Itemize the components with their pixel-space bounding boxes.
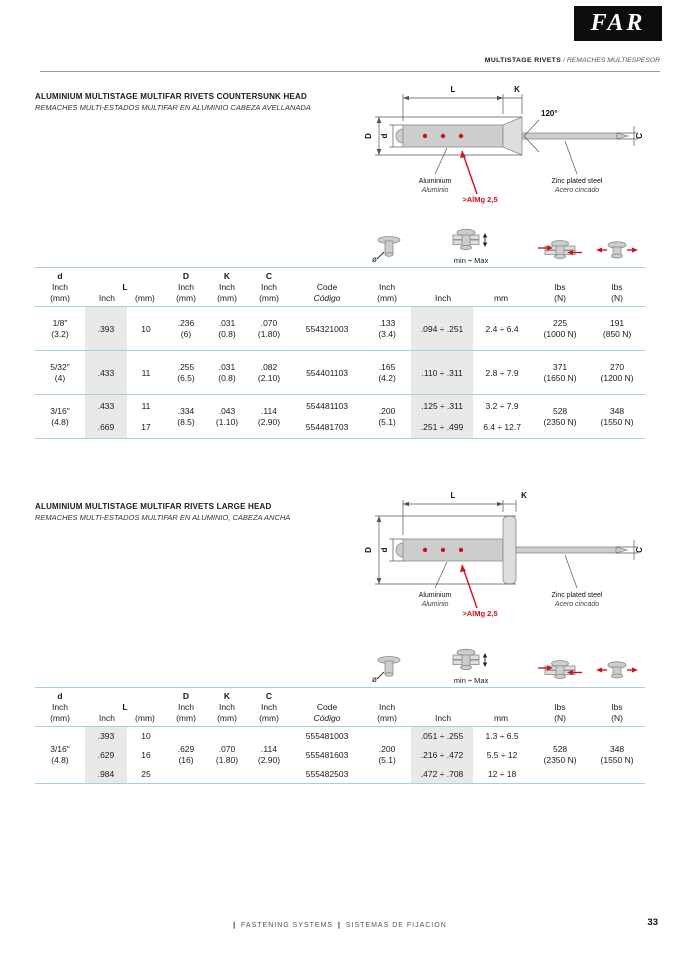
- cell-grip-mm: 2.8 ÷ 7.9: [473, 351, 531, 395]
- dim-D-label: D: [364, 133, 373, 139]
- col-header-D: D Inch (mm): [165, 268, 207, 307]
- cell-diameter: .200 (5.1): [363, 727, 411, 784]
- cell-L-mm: 25: [127, 765, 165, 784]
- cell-code: 554481703: [291, 417, 363, 439]
- shear-icon-cell: [531, 226, 589, 268]
- col-header-tensile: lbs (N): [589, 268, 645, 307]
- tensile-strength-icon: [594, 237, 640, 263]
- far-logo: FAR: [574, 6, 662, 41]
- alloy-label: >AlMg 2,5: [462, 609, 498, 618]
- cell-tensile: 348 (1550 N): [589, 727, 645, 784]
- cell-grip-mm: 2.4 ÷ 6.4: [473, 307, 531, 351]
- material-acero-label: Acero cincado: [554, 187, 600, 194]
- material-aluminio-label: Aluminio: [421, 187, 449, 194]
- svg-text:ø: ø: [372, 675, 377, 683]
- section2-subtitle: REMACHES MULTI-ESTADOS MULTIFAR EN ALUMINIO, CABEZA ANCHA: [35, 513, 291, 522]
- cell-K: .043 (1.10): [207, 395, 247, 439]
- cell-D: .629 (16): [165, 727, 207, 784]
- cell-K: .070 (1.80): [207, 727, 247, 784]
- cell-shear: 528 (2350 N): [531, 395, 589, 439]
- tensile-strength-icon: [594, 657, 640, 683]
- cell-L-inch: .669: [85, 417, 127, 439]
- col-header-shear: lbs (N): [531, 268, 589, 307]
- col-header-grip: Inch mm: [411, 268, 531, 307]
- cell-d: 3/16" (4.8): [35, 395, 85, 439]
- cell-diameter: .165 (4.2): [363, 351, 411, 395]
- col-header-grip: Inch mm: [411, 688, 531, 727]
- cell-grip-inch: .051 ÷ .255: [411, 727, 473, 746]
- cell-grip-mm: 3.2 ÷ 7.9: [485, 400, 519, 411]
- col-header-K: K Inch (mm): [207, 688, 247, 727]
- cell-shear: 225 (1000 N): [531, 307, 589, 351]
- countersunk-rivets-table: [35, 226, 645, 439]
- tensile-icon-cell: [589, 646, 645, 688]
- cell-L-inch: .393: [85, 727, 127, 746]
- page-section-tag: [485, 57, 660, 64]
- material-steel-label: Zinc plated steel: [551, 592, 603, 599]
- dim-D-label: D: [364, 547, 373, 553]
- cell-C: .114 (2.90): [247, 395, 291, 439]
- cell-code: 554401103: [291, 351, 363, 395]
- col-header-code: Code Código: [291, 268, 363, 307]
- cell-shear: 371 (1650 N): [531, 351, 589, 395]
- col-header-tensile: lbs (N): [589, 688, 645, 727]
- icons-spacer: [35, 646, 363, 688]
- col-header-diameter: Inch (mm): [363, 688, 411, 727]
- icons-spacer: [35, 226, 363, 268]
- tensile-icon-cell: [589, 226, 645, 268]
- cell-L-inch: .433: [85, 351, 127, 395]
- cell-C: .070 (1.80): [247, 307, 291, 351]
- cell-grip-inch: .251 ÷ .499: [411, 417, 473, 439]
- grip-icon-cell: [411, 646, 531, 688]
- cell-L-inch: .629: [85, 746, 127, 765]
- col-header-D: D Inch (mm): [165, 688, 207, 727]
- cell-grip-inch: .472 ÷ .708: [411, 765, 473, 784]
- cell-D: .255 (6.5): [165, 351, 207, 395]
- material-aluminium-label: Aluminium: [418, 178, 452, 185]
- dim-L-label: L: [450, 85, 456, 94]
- grip-minmax-label: min ÷ Max: [453, 256, 489, 265]
- col-header-diameter: Inch (mm): [363, 268, 411, 307]
- cell-grip-inch: .125 ÷ .311: [411, 395, 473, 417]
- cell-grip-mm: 12 ÷ 18: [473, 765, 531, 784]
- tag-english: MULTISTAGE RIVETS: [484, 57, 562, 64]
- cell-grip-mm: 5.5 ÷ 12: [486, 750, 518, 761]
- cell-tensile: 191 (850 N): [589, 307, 645, 351]
- cell-grip-inch: .094 ÷ .251: [411, 307, 473, 351]
- cell-L-mm: 16: [141, 750, 151, 761]
- shear-strength-icon: [537, 657, 583, 683]
- countersunk-rivet-diagram: [325, 78, 660, 210]
- cell-code: 554321003: [291, 307, 363, 351]
- cell-D: .334 (8.5): [165, 395, 207, 439]
- header-rule: [40, 71, 660, 72]
- cell-code: 555482503: [291, 765, 363, 784]
- rivet-diameter-icon: [370, 233, 404, 263]
- cell-tensile: 348 (1550 N): [589, 395, 645, 439]
- cell-L-mm: 10: [127, 307, 165, 351]
- material-acero-label: Acero cincado: [554, 601, 600, 608]
- cell-L-mm: 11: [127, 351, 165, 395]
- cell-K: .031 (0.8): [207, 351, 247, 395]
- col-header-shear: lbs (N): [531, 688, 589, 727]
- dim-L-label: L: [450, 491, 456, 500]
- dim-C-label: C: [635, 133, 644, 139]
- col-header-d: d Inch (mm): [35, 268, 85, 307]
- col-header-K: K Inch (mm): [207, 268, 247, 307]
- col-header-code: Code Código: [291, 688, 363, 727]
- cell-C: .082 (2.10): [247, 351, 291, 395]
- cell-D: .236 (6): [165, 307, 207, 351]
- cell-C: .114 (2.90): [247, 727, 291, 784]
- footer-text: ❙ FASTENING SYSTEMS ❙ SISTEMAS DE FIJACION: [231, 922, 447, 929]
- col-header-C: C Inch (mm): [247, 688, 291, 727]
- col-header-d: d Inch (mm): [35, 688, 85, 727]
- cell-shear: 528 (2350 N): [531, 727, 589, 784]
- shear-strength-icon: [537, 237, 583, 263]
- dim-d-label: d: [380, 547, 389, 553]
- large-head-rivets-table: [35, 646, 645, 784]
- material-steel-label: Zinc plated steel: [551, 178, 603, 185]
- material-aluminium-label: Aluminium: [418, 592, 452, 599]
- tag-spanish: / REMACHES MULTIESPESOR: [561, 57, 660, 64]
- col-header-L: L Inch (mm): [85, 688, 165, 727]
- grip-minmax-label: min ÷ Max: [453, 676, 489, 685]
- cell-L-inch: .433: [85, 395, 127, 417]
- cell-d: 5/32" (4): [35, 351, 85, 395]
- diameter-icon-cell: [363, 646, 411, 688]
- col-header-C: C Inch (mm): [247, 268, 291, 307]
- rivet-diameter-icon: [370, 653, 404, 683]
- large-head-rivet-diagram: [325, 478, 660, 630]
- section2-title: ALUMINIUM MULTISTAGE MULTIFAR RIVETS LARGE HEAD: [35, 502, 272, 511]
- cell-grip-inch: .216 ÷ .472: [411, 746, 473, 765]
- cell-K: .031 (0.8): [207, 307, 247, 351]
- diameter-icon-cell: [363, 226, 411, 268]
- cell-diameter: .200 (5.1): [363, 395, 411, 439]
- dim-d-label: d: [380, 133, 389, 139]
- cell-diameter: .133 (3.4): [363, 307, 411, 351]
- cell-grip-mm: 6.4 ÷ 12.7: [473, 417, 531, 439]
- cell-grip-inch: .110 ÷ .311: [411, 351, 473, 395]
- cell-d: 3/16" (4.8): [35, 727, 85, 784]
- dim-K-label: K: [514, 85, 520, 94]
- material-aluminio-label: Aluminio: [421, 601, 449, 608]
- shear-icon-cell: [531, 646, 589, 688]
- col-header-L: L Inch (mm): [85, 268, 165, 307]
- dim-K-label: K: [521, 491, 527, 500]
- dim-C-label: C: [635, 547, 644, 553]
- cell-L-mm: 10: [141, 731, 151, 742]
- cell-tensile: 270 (1200 N): [589, 351, 645, 395]
- cell-code: 554481103: [306, 400, 348, 411]
- section1-subtitle: REMACHES MULTI-ESTADOS MULTIFAR EN ALUMINIO CABEZA AVELLANADA: [35, 103, 311, 112]
- cell-L-inch: .984: [85, 765, 127, 784]
- grip-icon-cell: [411, 226, 531, 268]
- grip-range-icon: [451, 227, 491, 253]
- cell-L-inch: .393: [85, 307, 127, 351]
- cell-L-mm: 17: [127, 417, 165, 439]
- section1-title: ALUMINIUM MULTISTAGE MULTIFAR RIVETS COUNTERSUNK HEAD: [35, 92, 307, 101]
- cell-L-mm: 11: [141, 400, 151, 411]
- angle-label: 120°: [541, 109, 558, 118]
- cell-grip-mm: 1.3 ÷ 6.5: [485, 731, 519, 742]
- grip-range-icon: [451, 647, 491, 673]
- alloy-label: >AlMg 2,5: [462, 195, 498, 204]
- cell-code: 555481603: [305, 750, 349, 761]
- page-number: 33: [647, 917, 658, 928]
- cell-code: 555481003: [305, 731, 349, 742]
- svg-text:ø: ø: [372, 255, 377, 263]
- cell-d: 1/8" (3.2): [35, 307, 85, 351]
